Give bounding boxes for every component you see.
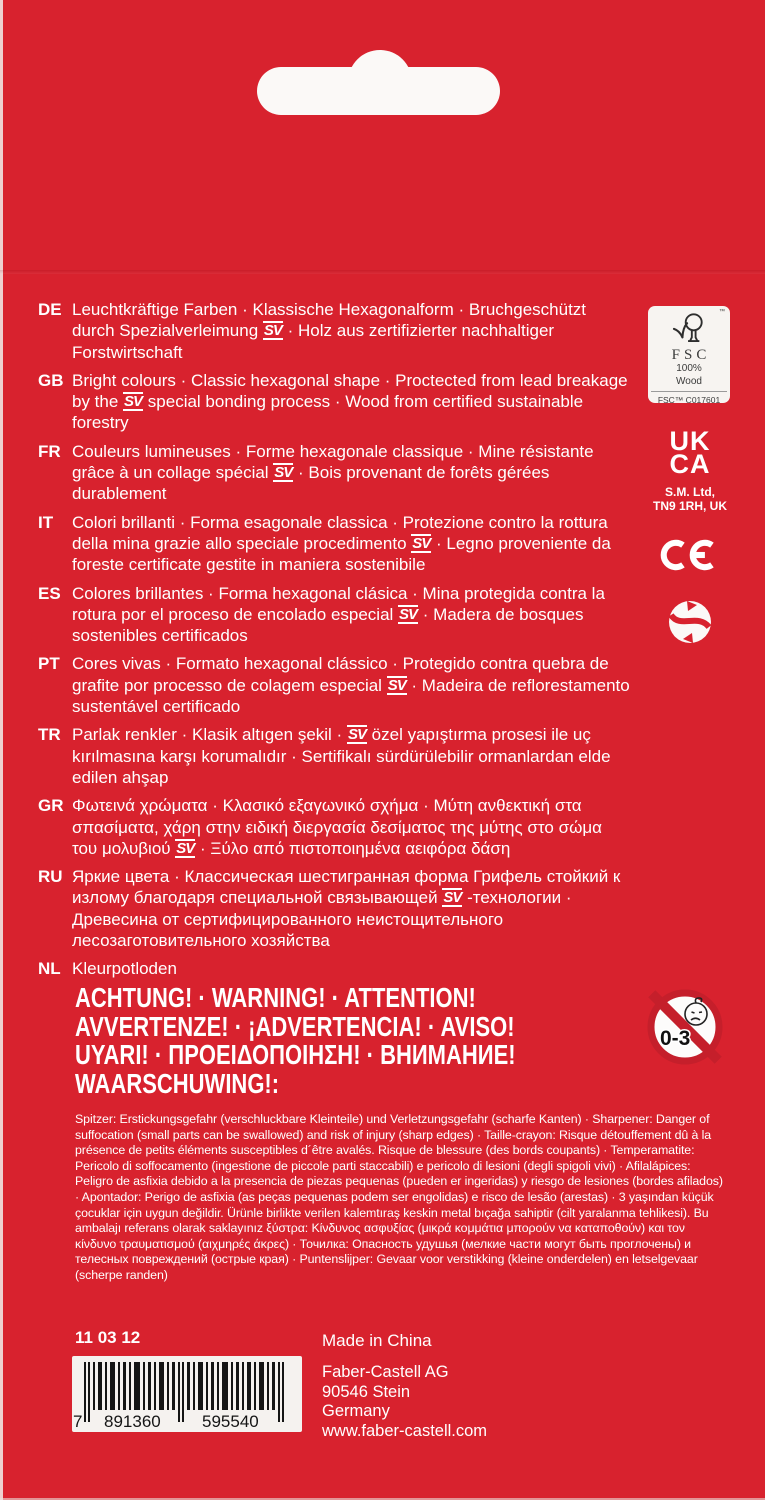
batch-code: 11 03 12 bbox=[75, 1328, 141, 1347]
language-code: RU bbox=[38, 867, 63, 887]
barcode-digit-first: 7 bbox=[73, 1412, 83, 1431]
fsc-license-number: FSC™ C017601 bbox=[651, 391, 727, 405]
fsc-material: Wood bbox=[676, 376, 702, 387]
language-row-nl bbox=[38, 958, 638, 979]
trademark-symbol: ™ bbox=[719, 309, 725, 315]
language-code: FR bbox=[38, 441, 61, 461]
language-text: Leuchtkräftige Farben · Klassische Hexagonalform · Bruchgeschützt durch Spezialverleimung SV · Holz aus zertifizierter nachhaltiger Forstwirtschaft bbox=[72, 300, 587, 362]
warning-heading-line: ACHTUNG! · WARNING! · ATTENTION! bbox=[75, 982, 476, 1013]
sv-bonding-logo: SV bbox=[443, 889, 462, 907]
ukca-address bbox=[650, 485, 730, 513]
sv-bonding-logo: SV bbox=[399, 605, 418, 623]
language-list bbox=[38, 299, 638, 987]
language-code: IT bbox=[38, 512, 54, 532]
ukca-letters-uk: UK bbox=[669, 426, 711, 456]
language-row-pt bbox=[38, 653, 638, 717]
language-text: Couleurs lumineuses · Forme hexagonale classique · Mine résistante grâce à un collage spécial SV · Bois provenant de forêts gérées durablement bbox=[72, 441, 594, 504]
ean-barcode bbox=[72, 1356, 302, 1437]
safety-fine-print: Spitzer: Erstickungsgefahr (verschluckbare Kleinteile) und Verletzungsgefahr (scharfe Kanten) · Sharpener: Danger of suffocation (small parts can be swallowed) and risk of injury (sharp edges) · Taille-crayon: Risque détouffement dû à la présence de petits éléments susceptibles d´être avalés. Risque de blessure (des bords coupants) · Temperamatite: Pericolo di soffocamento (ingestione de piccole parti staccabili) e pericolo di lesioni (degli spigoli vivi) · Afilalápices: Peligro de asfixia debido a la presencia de piezas pequenas (pueden er ingeridas) y riesgo de lesiones (bordes afilados) · Apontador: Perigo de asfixia (as peças pequenas podem ser engolidas) e risco de lesão (arestas) · 3 yaşından küçük çocuklar için uygun değildir. Ürünle birlikte verilen kalemtıraş keskin metal bıçağa sahiptir (cilt yaralanma tehlikesi). Bu ambalajı referans olarak saklayınız ξύστρα: Κίνδυνος ασφυξίας (μικρά κομμάτια μπορούν να καταποθούν) και τον κίνδυνο τραυματισμού (αιχμηρές άκρες) · Точилка: Опасность удушья (мелкие части могут быть проглочены) и телесных повреждений (острые края) · Puntenslijper: Gevaar voor verstikking (kleine onderdelen) en letselgevaar (scherpe randen) bbox=[75, 1112, 723, 1282]
fsc-percent: 100% bbox=[676, 363, 702, 374]
manufacturer-address bbox=[322, 1363, 487, 1441]
sv-bonding-logo: SV bbox=[347, 726, 366, 744]
language-code: NL bbox=[38, 959, 61, 979]
sv-bonding-logo: SV bbox=[263, 322, 282, 340]
language-text: Colores brillantes · Forma hexagonal clásica · Mina protegida contra la rotura por el proceso de encolado especial SV · Madera de bosques sostenibles certificados bbox=[72, 583, 605, 646]
address-line: Germany bbox=[322, 1402, 390, 1420]
warning-heading bbox=[75, 984, 626, 1098]
panel-left-edge bbox=[0, 0, 3, 1500]
language-text: Φωτεινά χρώματα · Κλασικό εξαγωνικό σχήμα · Μύτη ανθεκτική στα σπασίματα, χάρη στην ειδική διεργασία δεσίματος της μύτης στο σώμα του μολυβιού SV · Ξύλο από πιστοποιημένα αειφόρα δάση bbox=[72, 796, 602, 858]
ukca-address-line1: S.M. Ltd, bbox=[665, 485, 715, 499]
sv-bonding-logo: SV bbox=[176, 839, 195, 857]
ce-mark-icon bbox=[660, 536, 718, 579]
address-line: 90546 Stein bbox=[322, 1382, 411, 1401]
language-row-gb bbox=[38, 370, 638, 434]
flap-fold-edge bbox=[0, 270, 765, 274]
language-row-de bbox=[38, 299, 638, 363]
language-text: Cores vivas · Formato hexagonal clássico · Protegido contra quebra de grafite por processo de colagem especial SV · Madeira de reflorestamento sustentável certificado bbox=[72, 654, 630, 717]
language-row-it bbox=[38, 512, 638, 576]
fsc-tree-checkmark-icon bbox=[670, 311, 708, 343]
language-code: PT bbox=[38, 654, 60, 674]
language-row-gr bbox=[38, 795, 638, 859]
fsc-certification-badge bbox=[648, 306, 730, 403]
language-text: Bright colours · Classic hexagonal shape · Proctected from lead breakage by the SV special bonding process · Wood from certified sustainable forestry bbox=[72, 370, 628, 433]
language-code: DE bbox=[38, 300, 62, 319]
barcode-digits-right: 595540 bbox=[202, 1412, 259, 1431]
language-row-ru bbox=[38, 866, 638, 951]
made-in-label: Made in China bbox=[322, 1331, 432, 1350]
language-code: GR bbox=[38, 796, 64, 816]
warning-heading-line: AVVERTENZE! · ¡ADVERTENCIA! · AVISO! bbox=[75, 1010, 515, 1042]
ukca-address-line2: TN9 1RH, UK bbox=[652, 499, 727, 513]
language-code: TR bbox=[38, 725, 61, 745]
green-dot-recycling-icon bbox=[667, 599, 713, 650]
fsc-wordmark: FSC bbox=[671, 347, 711, 363]
sv-bonding-logo: SV bbox=[274, 464, 293, 482]
sv-bonding-logo: SV bbox=[387, 676, 406, 694]
hang-hole-cutout bbox=[257, 67, 500, 115]
age-warning-0-3-icon bbox=[646, 988, 724, 1071]
address-line: www.faber-castell.com bbox=[322, 1421, 488, 1440]
warning-heading-line: WAARSCHUWING!: bbox=[75, 1067, 280, 1099]
warning-heading-line: UYARI! · ΠΡΟΕΙΔΟΠΟΙΗΣΗ! · ВНИМАНИЕ! bbox=[75, 1039, 516, 1070]
address-line: Faber-Castell AG bbox=[322, 1363, 449, 1381]
language-code: ES bbox=[38, 583, 61, 603]
language-row-tr bbox=[38, 724, 638, 788]
ukca-letters-ca: CA bbox=[669, 449, 711, 479]
sv-bonding-logo: SV bbox=[124, 393, 143, 411]
ukca-mark bbox=[650, 426, 730, 513]
language-text: Kleurpotloden bbox=[72, 959, 177, 979]
language-row-fr bbox=[38, 441, 638, 505]
age-range-text: 0-3 bbox=[660, 1027, 691, 1050]
language-code: GB bbox=[38, 370, 64, 390]
barcode-digits-left: 891360 bbox=[104, 1412, 161, 1431]
language-text: Colori brillanti · Forma esagonale classica · Protezione contro la rottura della mina grazie allo speciale procedimento SV · Legno proveniente da foreste certificate gestite in maniera sostenibile bbox=[72, 512, 611, 575]
language-row-es bbox=[38, 583, 638, 647]
language-text: Parlak renkler · Klasik altıgen şekil · SV özel yapıştırma prosesi ile uç kırılmasına karşı korumalıdır · Sertifikalı sürdürülebilir ormanlardan elde edilen ahşap bbox=[72, 725, 611, 787]
sv-bonding-logo: SV bbox=[412, 534, 431, 552]
language-text: Яркие цвета · Классическая шестигранная форма Грифель стойкий к излому благодаря специальной связывающей SV -технологии · Древесина от сертифицированного неистощительного лесозаготовительного хозяйства bbox=[72, 867, 621, 951]
